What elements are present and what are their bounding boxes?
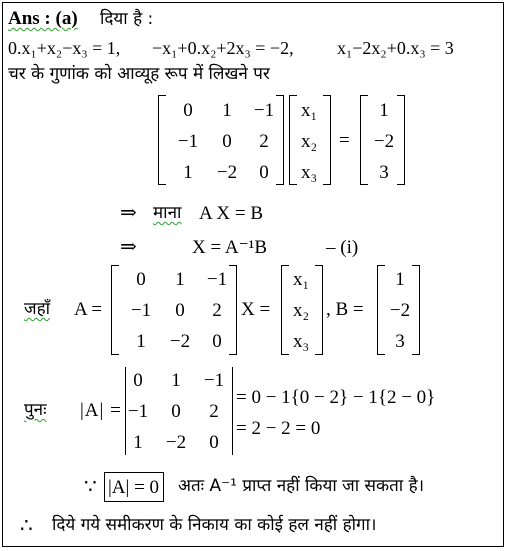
coef-cell: 0 [259,162,269,183]
a-cell: 1 [175,269,185,290]
x-equals-ainvb: X = A⁻¹B [192,237,268,258]
det-cell: −1 [127,401,149,422]
ax-equals-b: A X = B [199,203,264,224]
coef-cell: 0 [183,100,193,121]
since-text: अतः A⁻¹ प्राप्त नहीं किया जा सकता है। [178,476,425,496]
coef-cell: −1 [177,131,199,152]
det-cell: 0 [133,370,143,391]
det-cell: −2 [165,432,187,453]
conclusion-text: दिये गये समीकरण के निकाय का कोई हल नहीं होगा। [52,515,377,535]
const-cell: −2 [373,131,395,152]
ans-text: Ans : (a) [8,8,78,29]
det-cell: 0 [171,401,181,422]
equation-3: x₁−2x₂+0.x₃ = 3 [337,38,454,58]
det-cell: −1 [203,370,225,391]
where-label: जहाँ [24,299,51,319]
var-cell: x₁ [300,100,318,121]
coef-cell: 1 [222,100,232,121]
det-cell: 2 [209,401,219,422]
therefore-symbol: ∴ [20,515,33,537]
equation-ref: – (i) [326,237,359,258]
implies-arrow-2: ⇒ [120,236,137,258]
coef-cell: −1 [253,100,275,121]
const-cell: 3 [379,162,389,183]
x-label: X = [241,299,271,320]
b-label: , B = [326,299,364,320]
given-text: दिया है : [100,9,154,29]
answer-label [8,9,78,28]
var-cell: x₂ [300,131,318,152]
var-cell: x₃ [300,162,318,183]
equation-2: −x₁+0.x₂+2x₃ = −2, [152,38,294,58]
a-label: A = [74,299,103,320]
equals-sign: = [339,130,350,151]
a-cell: −2 [169,331,191,352]
a-cell: −1 [206,269,228,290]
b-cell: 3 [395,331,405,352]
coef-cell: 1 [183,162,193,183]
a-cell: 1 [136,331,146,352]
equation-1: 0.x₁+x₂−x₃ = 1, [8,38,121,58]
b-cell: −2 [389,300,411,321]
coef-cell: −2 [216,162,238,183]
det-expansion: = 0 − 1{0 − 2} − 1{2 − 0} [236,387,436,408]
det-a-label: |A| = [80,400,122,421]
const-cell: 1 [379,100,389,121]
a-cell: 0 [136,269,146,290]
b-cell: 1 [395,269,405,290]
boxed-det-text: |A| = 0 [108,477,160,498]
matrix-form-text: चर के गुणांक को आव्यूह रूप में लिखने पर [8,64,270,84]
det-cell: 1 [133,432,143,453]
punah-label: पुनः [24,400,47,420]
mana-text: माना [153,203,182,223]
coef-bracket-left [158,95,166,185]
det-cell: 0 [209,432,219,453]
a-cell: 0 [212,331,222,352]
a-cell: 0 [175,300,185,321]
a-bracket-left [111,265,119,355]
implies-arrow-1: ⇒ [120,202,137,224]
x-cell: x₁ [292,269,310,290]
a-cell: 2 [212,300,222,321]
coef-cell: 2 [259,131,269,152]
a-cell: −1 [130,300,152,321]
x-cell: x₃ [292,331,310,352]
det-cell: 1 [171,370,181,391]
because-symbol: ∵ [84,476,97,498]
coef-cell: 0 [222,131,232,152]
x-cell: x₂ [292,300,310,321]
det-result: = 2 − 2 = 0 [236,418,321,439]
